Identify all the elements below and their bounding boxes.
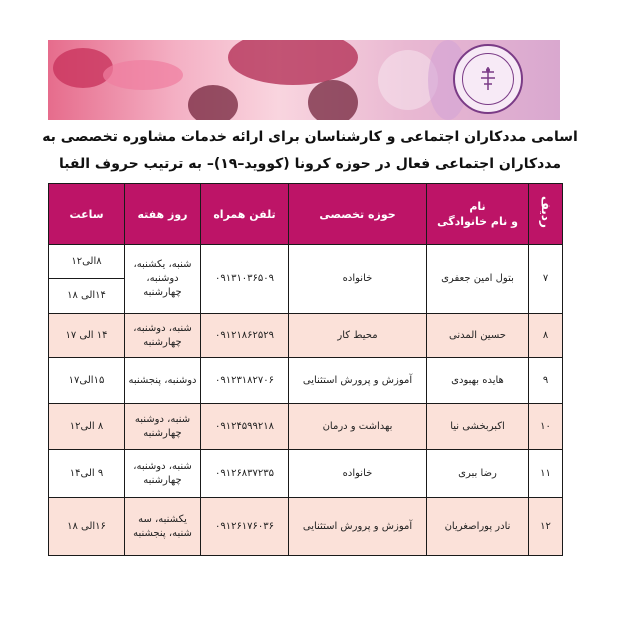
cell-specialty: آموزش و پرورش استثنایی xyxy=(289,358,427,404)
cell-hours: ۹ الی۱۴ xyxy=(49,450,125,498)
cell-days: شنبه، دوشنبه، چهارشنبه xyxy=(125,314,201,358)
table-row xyxy=(49,245,563,314)
cell-specialty: بهداشت و درمان xyxy=(289,404,427,450)
cell-row-number: ۱۲ xyxy=(529,498,563,556)
table-row xyxy=(49,498,563,556)
cell-phone: ۰۹۱۲۴۵۹۹۲۱۸ xyxy=(201,404,289,450)
cell-hours: ۱۴ الی ۱۷ xyxy=(49,314,125,358)
table-row xyxy=(49,450,563,498)
header-name xyxy=(427,184,529,245)
cell-hours: ۱۵الی۱۷ xyxy=(49,358,125,404)
cell-specialty: خانواده xyxy=(289,245,427,314)
cell-hours: ۸ الی۱۲ xyxy=(49,404,125,450)
banner-decoration xyxy=(53,48,113,88)
cell-row-number: ۱۱ xyxy=(529,450,563,498)
title-line-2: مددکاران اجتماعی فعال در حوزه کرونا (کووید–۱۹)– به ترتیب حروف الفبا xyxy=(58,156,562,172)
cell-phone: ۰۹۱۳۱۰۳۶۵۰۹ xyxy=(201,245,289,314)
cell-days: دوشنبه، پنجشنبه xyxy=(125,358,201,404)
cell-specialty: خانواده xyxy=(289,450,427,498)
counselors-table xyxy=(48,183,563,556)
cell-name: رضا ببری xyxy=(427,450,529,498)
page-title xyxy=(40,124,580,178)
cell-row-number: ۱۰ xyxy=(529,404,563,450)
cell-days: شنبه، یکشنبه، دوشنبه، چهارشنبه xyxy=(125,245,201,314)
table-row xyxy=(49,358,563,404)
header-days: روز هفته xyxy=(125,184,201,245)
cell-specialty: آموزش و پرورش استثنایی xyxy=(289,498,427,556)
header-hours: ساعت xyxy=(49,184,125,245)
cell-row-number: ۷ xyxy=(529,245,563,314)
cell-hours-slot-1: ۸الی۱۲ xyxy=(49,245,124,279)
cell-days: شنبه، دوشنبه چهارشنبه xyxy=(125,404,201,450)
table-row xyxy=(49,314,563,358)
title-line-1: اسامی مددکاران اجتماعی و کارشناسان برای ارائه خدمات مشاوره تخصصی به xyxy=(42,129,578,145)
cell-phone: ۰۹۱۲۶۸۳۷۲۳۵ xyxy=(201,450,289,498)
cell-days: شنبه، دوشنبه، چهارشنبه xyxy=(125,450,201,498)
cell-days: یکشنبه، سه شنبه، پنجشنبه xyxy=(125,498,201,556)
cell-hours: ۱۶الی ۱۸ xyxy=(49,498,125,556)
cell-hours-slot-2: ۱۴الی ۱۸ xyxy=(67,290,106,301)
header-row-number: ردیف xyxy=(529,184,563,245)
banner-decoration xyxy=(228,40,358,85)
cell-row-number: ۸ xyxy=(529,314,563,358)
cell-row-number: ۹ xyxy=(529,358,563,404)
cell-name: نادر پوراصغریان xyxy=(427,498,529,556)
cell-phone: ۰۹۱۲۶۱۷۶۰۳۶ xyxy=(201,498,289,556)
header-name-line-1: نام xyxy=(469,200,486,213)
cell-name: بتول امین جعفری xyxy=(427,245,529,314)
header-specialty: حوزه تخصصی xyxy=(289,184,427,245)
cell-hours xyxy=(49,245,125,314)
cell-phone: ۰۹۱۲۳۱۸۲۷۰۶ xyxy=(201,358,289,404)
cell-specialty: محیط کار xyxy=(289,314,427,358)
logo-emblem-icon xyxy=(478,66,498,92)
header-name-line-2: و نام خانوادگی xyxy=(437,215,518,228)
banner-decoration xyxy=(188,85,238,120)
table-header-row xyxy=(49,184,563,245)
cell-name: حسین المدنی xyxy=(427,314,529,358)
cell-phone: ۰۹۱۲۱۸۶۲۵۲۹ xyxy=(201,314,289,358)
cell-name: اکبربخشی نیا xyxy=(427,404,529,450)
cell-name: هایده بهبودی xyxy=(427,358,529,404)
banner-decoration xyxy=(103,60,183,90)
banner-decoration xyxy=(308,80,358,120)
table-row xyxy=(49,404,563,450)
association-logo-icon xyxy=(453,44,523,114)
header-phone: تلفن همراه xyxy=(201,184,289,245)
